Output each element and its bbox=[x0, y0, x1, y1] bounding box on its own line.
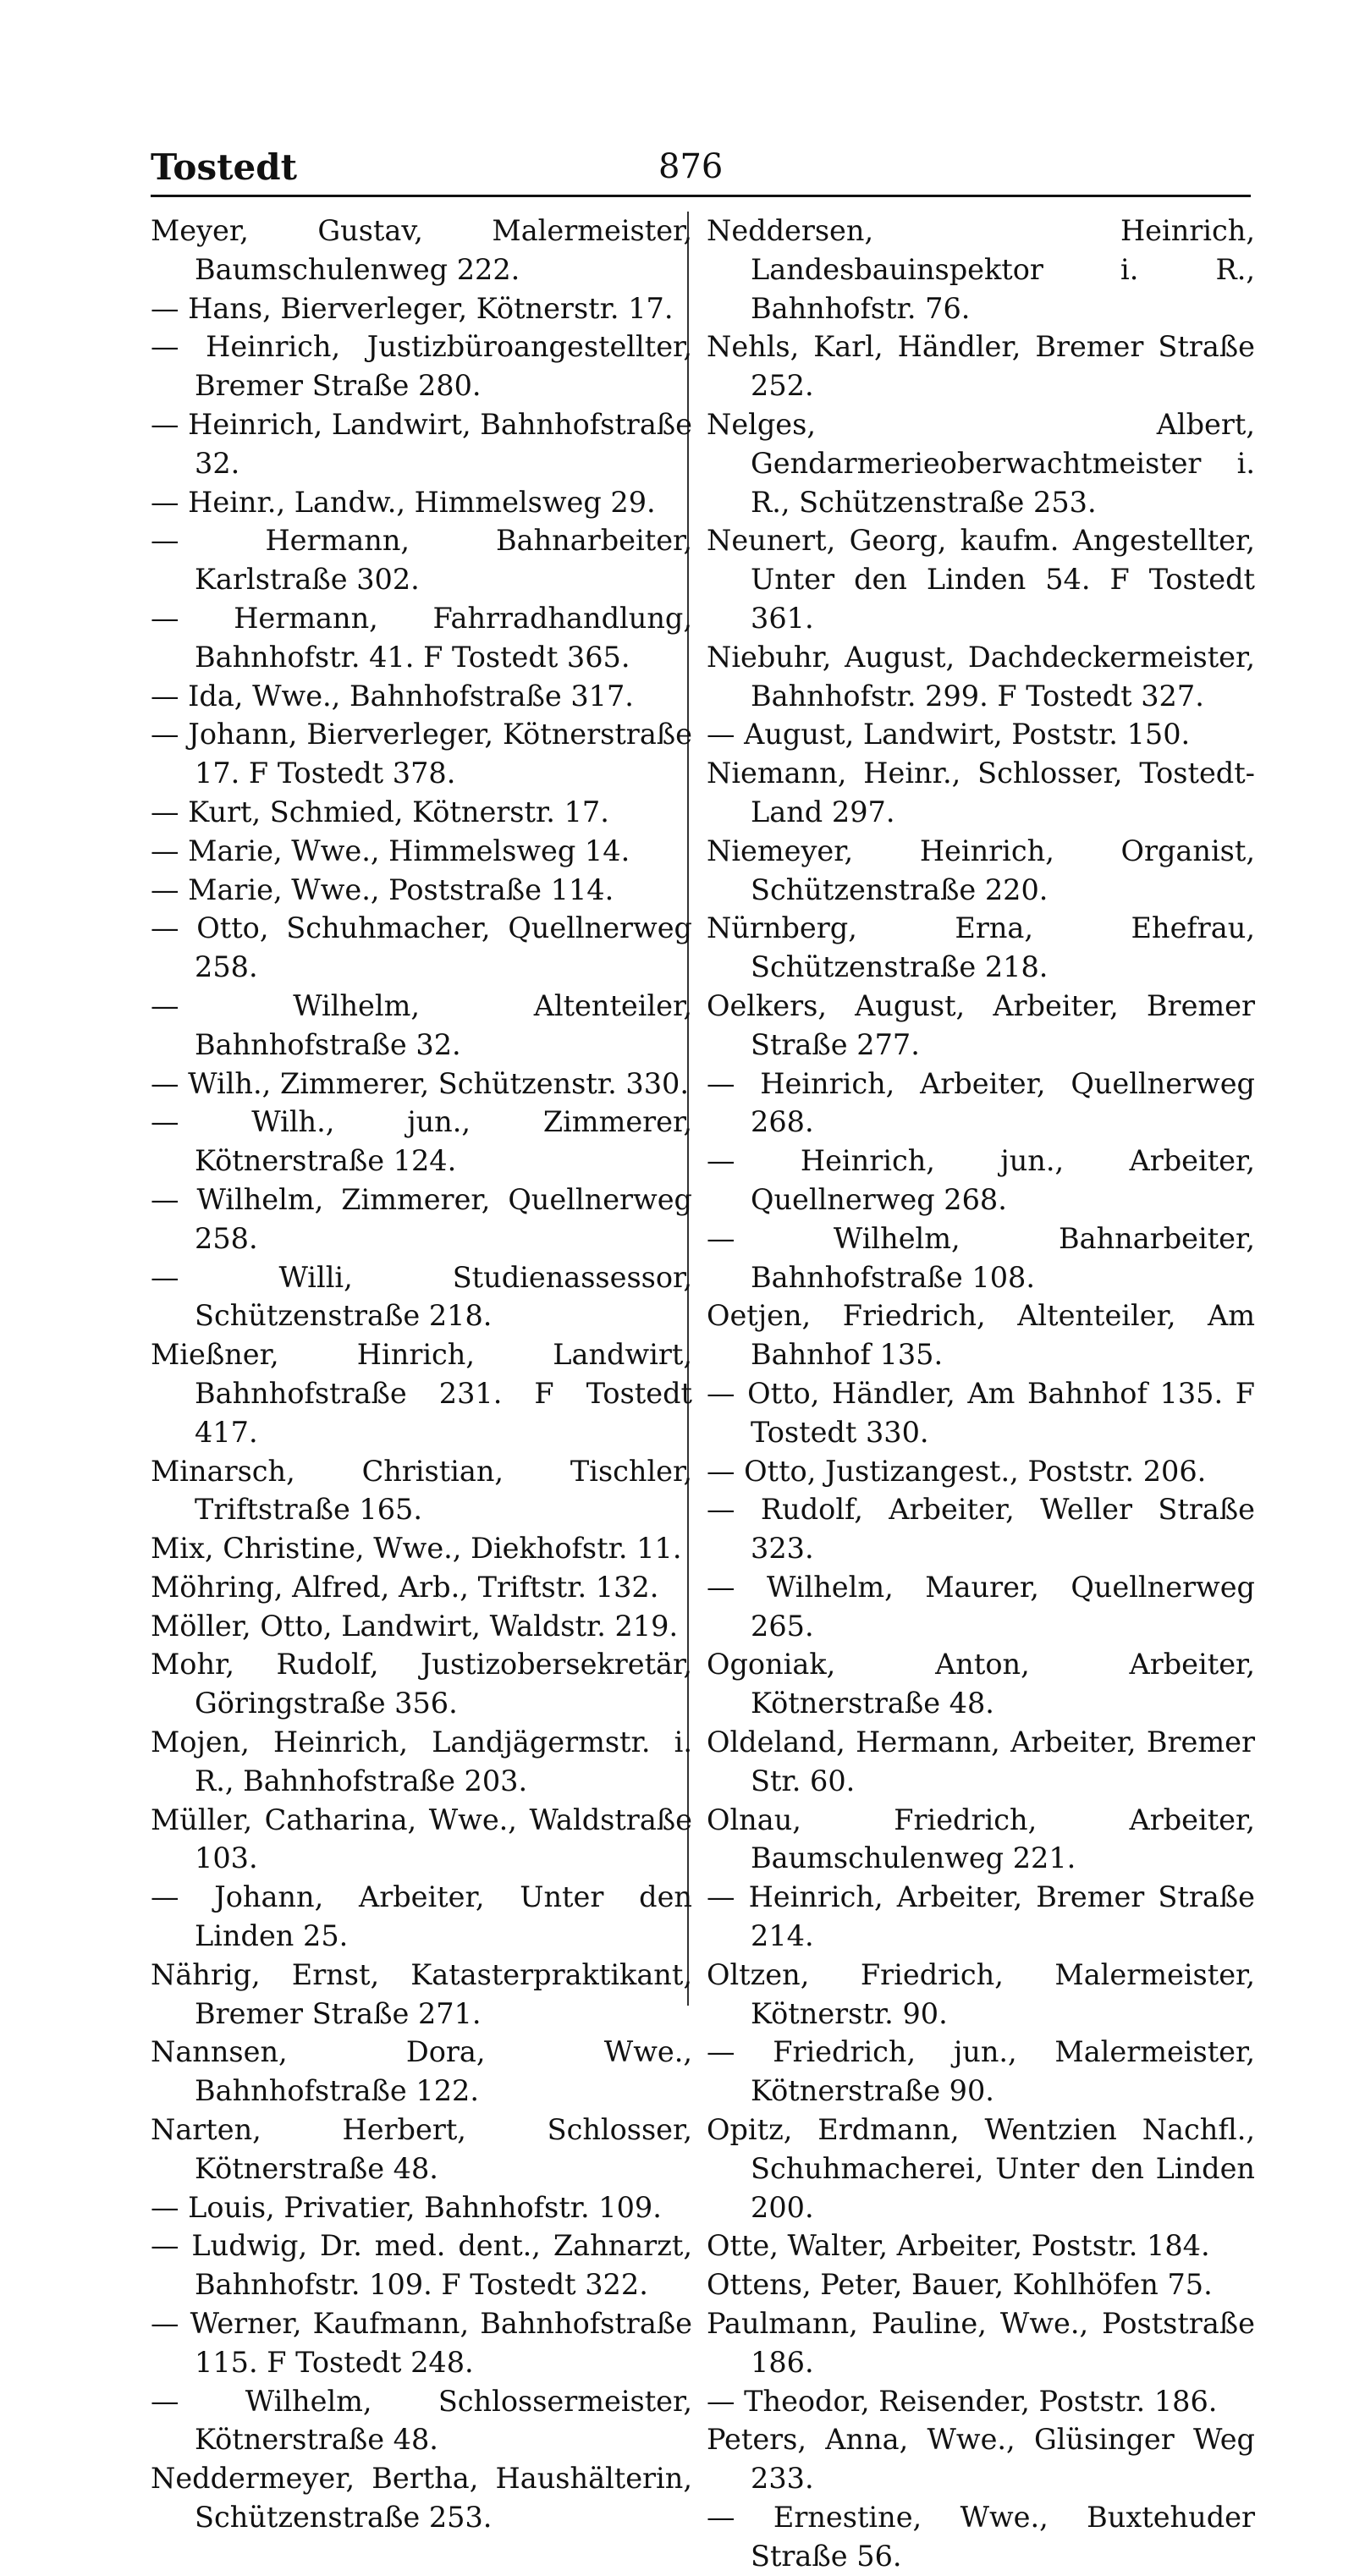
directory-entry: Otte, Walter, Arbeiter, Poststr. 184. bbox=[707, 2229, 1210, 2263]
directory-entry: — Marie, Wwe., Poststraße 114. bbox=[151, 872, 614, 906]
directory-entry: Olnau, Friedrich, Arbeiter, Baumschulenweg 221. bbox=[707, 1803, 1255, 1875]
directory-entry: — Otto, Schuhmacher, Quellnerweg 258. bbox=[151, 911, 692, 984]
directory-entry: Ogoniak, Anton, Arbeiter, Kötnerstraße 48. bbox=[707, 1648, 1255, 1720]
directory-entry: Müller, Catharina, Wwe., Waldstraße 103. bbox=[151, 1803, 692, 1875]
directory-entry: — Hans, Bierverleger, Kötnerstr. 17. bbox=[151, 291, 674, 325]
directory-entry: Nährig, Ernst, Katasterpraktikant, Bremer Straße 271. bbox=[151, 1957, 692, 2030]
directory-entry: — Heinrich, Landwirt, Bahnhofstraße 32. bbox=[151, 407, 692, 480]
directory-entry: — Ludwig, Dr. med. dent., Zahnarzt, Bahnhofstr. 109. F Tostedt 322. bbox=[151, 2229, 692, 2302]
directory-entry: — Werner, Kaufmann, Bahnhofstraße 115. F Tostedt 248. bbox=[151, 2307, 692, 2379]
header-place: Tostedt bbox=[151, 146, 297, 188]
directory-entry: Nürnberg, Erna, Ehefrau, Schützenstraße 218. bbox=[707, 911, 1255, 984]
left-column bbox=[151, 212, 692, 2537]
directory-entry: Mießner, Hinrich, Landwirt, Bahnhofstraße 231. F Tostedt 417. bbox=[151, 1338, 692, 1449]
directory-entry: Mohr, Rudolf, Justizobersekretär, Göringstraße 356. bbox=[151, 1648, 692, 1720]
directory-entry: — Marie, Wwe., Himmelsweg 14. bbox=[151, 834, 630, 867]
directory-entry: Peters, Anna, Wwe., Glüsinger Weg 233. bbox=[707, 2423, 1255, 2496]
directory-entry: — Theodor, Reisender, Poststr. 186. bbox=[707, 2384, 1218, 2418]
directory-entry: Mix, Christine, Wwe., Diekhofstr. 11. bbox=[151, 1532, 682, 1566]
directory-entry: — Wilhelm, Zimmerer, Quellnerweg 258. bbox=[151, 1182, 692, 1255]
directory-entry: — Wilh., jun., Zimmerer, Kötnerstraße 124. bbox=[151, 1105, 692, 1178]
directory-entry: Ottens, Peter, Bauer, Kohlhöfen 75. bbox=[707, 2268, 1213, 2302]
right-column bbox=[707, 212, 1255, 2576]
page-header bbox=[151, 135, 1251, 197]
directory-entry: — Heinrich, Arbeiter, Quellnerweg 268. bbox=[707, 1066, 1255, 1139]
directory-entry: — Kurt, Schmied, Kötnerstr. 17. bbox=[151, 795, 609, 828]
directory-entry: Niebuhr, August, Dachdeckermeister, Bahnhofstr. 299. F Tostedt 327. bbox=[707, 640, 1255, 713]
directory-entry: Neunert, Georg, kaufm. Angestellter, Unter den Linden 54. F Tostedt 361. bbox=[707, 524, 1255, 635]
directory-entry: — Wilh., Zimmerer, Schützenstr. 330. bbox=[151, 1066, 690, 1100]
directory-entry: — Ida, Wwe., Bahnhofstraße 317. bbox=[151, 679, 634, 713]
directory-entry: Nehls, Karl, Händler, Bremer Straße 252. bbox=[707, 330, 1255, 403]
directory-entry: Oelkers, August, Arbeiter, Bremer Straße 277. bbox=[707, 988, 1255, 1061]
directory-entry: — Heinrich, Justizbüroangestellter, Bremer Straße 280. bbox=[151, 330, 692, 403]
directory-entry: Möhring, Alfred, Arb., Triftstr. 132. bbox=[151, 1570, 659, 1604]
directory-entry: — August, Landwirt, Poststr. 150. bbox=[707, 718, 1191, 751]
directory-entry: — Hermann, Fahrradhandlung, Bahnhofstr. 41. F Tostedt 365. bbox=[151, 601, 692, 674]
directory-entry: Opitz, Erdmann, Wentzien Nachfl., Schuhmacherei, Unter den Linden 200. bbox=[707, 2113, 1255, 2224]
directory-entry: — Otto, Händler, Am Bahnhof 135. F Tostedt 330. bbox=[707, 1376, 1255, 1449]
directory-entry: Niemann, Heinr., Schlosser, Tostedt-Land 297. bbox=[707, 757, 1255, 828]
directory-entry: — Friedrich, jun., Malermeister, Kötnerstraße 90. bbox=[707, 2035, 1255, 2108]
directory-entry: — Wilhelm, Altenteiler, Bahnhofstraße 32. bbox=[151, 988, 692, 1061]
directory-entry: — Heinrich, Arbeiter, Bremer Straße 214. bbox=[707, 1880, 1255, 1953]
directory-entry: Niemeyer, Heinrich, Organist, Schützenstraße 220. bbox=[707, 834, 1255, 906]
directory-entry: — Louis, Privatier, Bahnhofstr. 109. bbox=[151, 2190, 662, 2224]
directory-entry: Mojen, Heinrich, Landjägermstr. i. R., Bahnhofstraße 203. bbox=[151, 1726, 692, 1797]
directory-entry: — Johann, Bierverleger, Kötnerstraße 17. F Tostedt 378. bbox=[151, 718, 692, 790]
directory-entry: Neddermeyer, Bertha, Haushälterin, Schützenstraße 253. bbox=[151, 2462, 692, 2535]
directory-entry: Meyer, Gustav, Malermeister, Baumschulenweg 222. bbox=[151, 214, 692, 286]
directory-entry: — Rudolf, Arbeiter, Weller Straße 323. bbox=[707, 1493, 1255, 1566]
directory-entry: Neddersen, Heinrich, Landesbauinspektor i. R., Bahnhofstr. 76. bbox=[707, 214, 1255, 325]
directory-entry: — Otto, Justizangest., Poststr. 206. bbox=[707, 1454, 1207, 1488]
page-number: 876 bbox=[658, 147, 724, 186]
directory-entry: — Wilhelm, Schlossermeister, Kötnerstraße 48. bbox=[151, 2384, 692, 2457]
directory-entry: — Hermann, Bahnarbeiter, Karlstraße 302. bbox=[151, 524, 692, 597]
directory-entry: — Wilhelm, Bahnarbeiter, Bahnhofstraße 108. bbox=[707, 1221, 1255, 1294]
directory-entry: Oldeland, Hermann, Arbeiter, Bremer Str. 60. bbox=[707, 1726, 1255, 1797]
directory-entry: — Johann, Arbeiter, Unter den Linden 25. bbox=[151, 1880, 692, 1953]
directory-entry: Narten, Herbert, Schlosser, Kötnerstraße 48. bbox=[151, 2113, 692, 2185]
directory-entry: Minarsch, Christian, Tischler, Triftstraße 165. bbox=[151, 1454, 692, 1527]
directory-entry: Oetjen, Friedrich, Altenteiler, Am Bahnhof 135. bbox=[707, 1299, 1255, 1372]
directory-entry: — Ernestine, Wwe., Buxtehuder Straße 56. bbox=[707, 2501, 1255, 2573]
directory-entry: — Wilhelm, Maurer, Quellnerweg 265. bbox=[707, 1570, 1255, 1643]
directory-entry: Oltzen, Friedrich, Malermeister, Kötnerstr. 90. bbox=[707, 1957, 1255, 2030]
directory-entry: — Heinr., Landw., Himmelsweg 29. bbox=[151, 485, 656, 519]
directory-entry: Nannsen, Dora, Wwe., Bahnhofstraße 122. bbox=[151, 2035, 692, 2108]
directory-entry: Nelges, Albert, Gendarmerieoberwachtmeister i. R., Schützenstraße 253. bbox=[707, 407, 1255, 519]
directory-entry: Möller, Otto, Landwirt, Waldstr. 219. bbox=[151, 1609, 679, 1643]
directory-entry: — Willi, Studienassessor, Schützenstraße 218. bbox=[151, 1260, 692, 1333]
directory-entry: Paulmann, Pauline, Wwe., Poststraße 186. bbox=[707, 2307, 1255, 2379]
directory-entry: — Heinrich, jun., Arbeiter, Quellnerweg 268. bbox=[707, 1144, 1255, 1216]
